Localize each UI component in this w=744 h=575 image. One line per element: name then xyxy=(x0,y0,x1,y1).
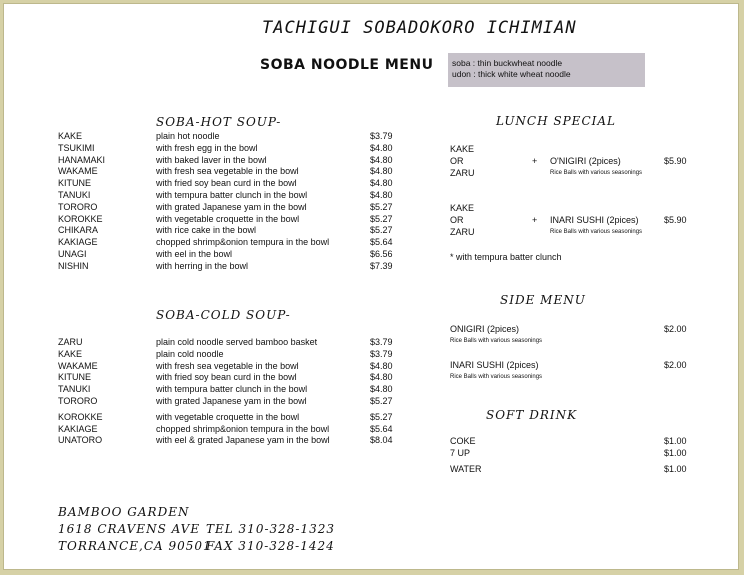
restaurant-name: TACHIGUI SOBADOKORO ICHIMIAN xyxy=(262,18,577,38)
lunch-set2-price: $5.90 xyxy=(664,215,687,225)
cold-soup-item-desc: with vegetable croquette in the bowl xyxy=(156,411,300,422)
cold-soup-item-name: ZARU xyxy=(58,337,83,347)
hot-soup-item xyxy=(58,260,398,272)
hot-soup-item-desc: with herring in the bowl xyxy=(156,260,249,271)
hot-soup-item-name: KAKIAGE xyxy=(58,237,98,248)
hot-soup-item-price: $4.80 xyxy=(370,178,393,189)
cold-soup-item-name: KOROKKE xyxy=(58,411,103,422)
hot-soup-item-price: $4.80 xyxy=(370,142,393,153)
hot-soup-item-price: $6.56 xyxy=(370,249,393,259)
cold-soup-item xyxy=(58,348,398,360)
cold-soup-item-name: KAKIAGE xyxy=(58,423,98,434)
hot-soup-item-price: $4.80 xyxy=(370,190,393,200)
lunch-set1-option: ZARU Rice Balls with various seasonings xyxy=(450,168,643,178)
cold-soup-item-name: KAKE xyxy=(58,348,83,359)
side-item-price: $2.00 xyxy=(664,360,687,370)
hot-soup-item xyxy=(58,177,398,189)
lunch-set2-item: INARI SUSHI (2pices) xyxy=(550,215,639,225)
cold-soup-item xyxy=(58,411,398,423)
cold-soup-item-desc: with tempura batter clunch in the bowl xyxy=(156,384,308,395)
footer-name: BAMBOO GARDEN xyxy=(58,505,190,519)
side-item-note: Rice Balls with various seasonings xyxy=(450,338,543,344)
cold-soup-item-desc: with grated Japanese yam in the bowl xyxy=(156,396,307,406)
hot-soup-item xyxy=(58,189,398,201)
cold-soup-item-name: KITUNE xyxy=(58,372,92,383)
cold-soup-item-name: WAKAME xyxy=(58,360,98,371)
side-item-name: INARI SUSHI (2pices) xyxy=(450,360,539,370)
cold-soup-item-desc: with fresh sea vegetable in the bowl xyxy=(156,360,299,371)
lunch-set1-or: OR xyxy=(450,156,464,166)
cold-soup-item-price: $5.64 xyxy=(370,423,393,434)
cold-soup-item-price: $3.79 xyxy=(370,337,393,347)
hot-soup-item-name: KAKE xyxy=(58,131,83,141)
lunch-set2-row xyxy=(450,214,710,226)
drink-item: COKE $1.00 xyxy=(450,436,687,446)
cold-soup-item-price: $4.80 xyxy=(370,384,393,395)
footer-address1: 1618 CRAVENS AVE xyxy=(58,522,201,536)
hot-soup-item-price: $4.80 xyxy=(370,166,393,177)
cold-soup-item-desc: with fried soy bean curd in the bowl xyxy=(156,372,297,383)
hot-soup-item-desc: chopped shrimp&onion tempura in the bowl xyxy=(156,237,330,248)
cold-soup-item xyxy=(58,423,398,435)
cold-soup-item xyxy=(58,360,398,372)
cold-soup-item-name: UNATORO xyxy=(58,435,103,446)
drink-item: 7 UP $1.00 xyxy=(450,448,687,458)
hot-soup-item-desc: with fresh sea vegetable in the bowl xyxy=(156,166,299,177)
lunch-set1-note: Rice Balls with various seasonings xyxy=(550,170,643,176)
lunch-footnote: * with tempura batter clunch xyxy=(450,252,562,262)
footer-tel: TEL 310-328-1323 xyxy=(206,522,336,536)
cold-soup-item-price: $5.27 xyxy=(370,396,393,406)
menu-page xyxy=(3,3,739,570)
menu-title: SOBA NOODLE MENU xyxy=(260,57,434,73)
cold-soup-item-price: $4.80 xyxy=(370,372,393,383)
cold-soup-item-desc: chopped shrimp&onion tempura in the bowl xyxy=(156,423,330,434)
hot-soup-item xyxy=(58,213,398,225)
lunch-special-title: LUNCH SPECIAL xyxy=(496,114,616,128)
side-item-note: Rice Balls with various seasonings xyxy=(450,374,543,380)
cold-soup-item-price: $8.04 xyxy=(370,435,393,446)
cold-soup-item xyxy=(58,383,398,395)
hot-soup-item xyxy=(58,142,398,154)
hot-soup-item-desc: plain hot noodle xyxy=(156,131,220,141)
hot-soup-item-price: $5.27 xyxy=(370,225,393,236)
hot-soup-item-name: KOROKKE xyxy=(58,213,103,224)
hot-soup-item-price: $4.80 xyxy=(370,154,393,165)
cold-soup-item-desc: with eel & grated Japanese yam in the bowl xyxy=(156,435,330,446)
hot-soup-item-desc: with vegetable croquette in the bowl xyxy=(156,213,300,224)
side-menu-title: SIDE MENU xyxy=(500,293,586,307)
lunch-set2-or: OR xyxy=(450,215,464,225)
footer-fax: FAX 310-328-1424 xyxy=(206,539,335,553)
cold-soup-item-name: TORORO xyxy=(58,396,98,406)
definition-udon: udon : thick white wheat noodle xyxy=(452,69,571,79)
hot-soup-item-name: TSUKIMI xyxy=(58,142,95,153)
hot-soup-item-name: TORORO xyxy=(58,201,98,212)
cold-soup-item-price: $4.80 xyxy=(370,360,393,371)
hot-soup-item-desc: with fried soy bean curd in the bowl xyxy=(156,178,297,189)
hot-soup-item-name: UNAGI xyxy=(58,249,87,259)
hot-soup-title: SOBA-HOT SOUP- xyxy=(156,115,282,129)
definition-soba: soba : thin buckwheat noodle xyxy=(452,58,563,68)
cold-soup-item-name: TANUKI xyxy=(58,384,91,395)
cold-soup-item xyxy=(58,336,398,348)
definitions-box xyxy=(448,53,645,87)
hot-soup-item xyxy=(58,165,398,177)
lunch-set2-note: Rice Balls with various seasonings xyxy=(550,229,643,235)
hot-soup-item-name: NISHIN xyxy=(58,260,89,271)
hot-soup-item-desc: with baked laver in the bowl xyxy=(156,154,267,165)
hot-soup-item xyxy=(58,236,398,248)
hot-soup-item-name: CHIKARA xyxy=(58,225,99,236)
cold-soup-item-price: $5.27 xyxy=(370,411,393,422)
lunch-set2-plus: + xyxy=(532,215,538,225)
hot-soup-item xyxy=(58,248,398,260)
hot-soup-item xyxy=(58,154,398,166)
hot-soup-item-price: $7.39 xyxy=(370,260,393,271)
hot-soup-item-desc: with tempura batter clunch in the bowl xyxy=(156,190,308,200)
hot-soup-item-name: TANUKI xyxy=(58,190,91,200)
side-item xyxy=(450,323,710,335)
hot-soup-item-price: $5.27 xyxy=(370,213,393,224)
hot-soup-item xyxy=(58,201,398,213)
lunch-set1-row xyxy=(450,155,710,167)
side-item xyxy=(450,359,710,371)
lunch-set1-plus: + xyxy=(532,156,538,166)
lunch-set2-option: KAKE xyxy=(450,203,475,213)
lunch-set1-item: O'NIGIRI (2pices) xyxy=(550,156,621,166)
drink-item: WATER $1.00 xyxy=(450,464,687,474)
hot-soup-item-name: KITUNE xyxy=(58,178,92,189)
cold-soup-title: SOBA-COLD SOUP- xyxy=(156,308,291,322)
hot-soup-item-desc: with rice cake in the bowl xyxy=(156,225,257,236)
side-item-name: ONIGIRI (2pices) xyxy=(450,324,520,334)
footer-address2: TORRANCE,CA 90501 xyxy=(58,539,212,553)
hot-soup-item-desc: with eel in the bowl xyxy=(156,249,233,259)
hot-soup-item-name: HANAMAKI xyxy=(58,154,106,165)
hot-soup-item-price: $5.27 xyxy=(370,201,393,212)
cold-soup-item xyxy=(58,395,398,407)
lunch-set2-option: ZARU Rice Balls with various seasonings xyxy=(450,227,643,237)
lunch-set1-option: KAKE xyxy=(450,144,475,154)
lunch-set1-price: $5.90 xyxy=(664,156,687,166)
hot-soup-item-price: $3.79 xyxy=(370,131,393,141)
cold-soup-item xyxy=(58,371,398,383)
hot-soup-item xyxy=(58,130,398,142)
hot-soup-item xyxy=(58,224,398,236)
side-item-price: $2.00 xyxy=(664,324,687,334)
cold-soup-item-desc: plain cold noodle xyxy=(156,348,224,359)
soft-drink-title: SOFT DRINK xyxy=(486,408,578,422)
cold-soup-item xyxy=(58,434,398,446)
hot-soup-item-name: WAKAME xyxy=(58,166,98,177)
hot-soup-item-desc: with grated Japanese yam in the bowl xyxy=(156,201,307,212)
cold-soup-item-desc: plain cold noodle served bamboo basket xyxy=(156,337,318,347)
hot-soup-item-desc: with fresh egg in the bowl xyxy=(156,142,258,153)
cold-soup-item-price: $3.79 xyxy=(370,348,393,359)
hot-soup-item-price: $5.64 xyxy=(370,237,393,248)
